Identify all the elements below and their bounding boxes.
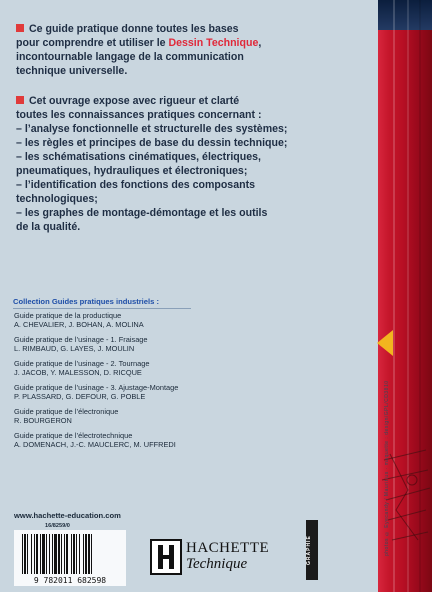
barcode-number: 9 782011 682598 [33,576,107,585]
content-line: Cet ouvrage expose avec rigueur et clarté [29,95,240,107]
graphie-label: GRAPHIE [306,520,318,580]
entry-authors: A. DOMENACH, J.-C. MAUCLERC, M. UFFREDI [14,440,176,449]
intro-line: pour comprendre et utiliser le [16,37,169,49]
entry-title: Guide pratique de l’électronique [14,407,119,416]
collection-entry [14,431,284,449]
entry-authors: P. PLASSARD, G. DEFOUR, G. POBLE [14,392,146,401]
reference-number: 16/8259/0 [45,523,70,529]
entry-title: Guide pratique de l’usinage - 1. Fraisage [14,335,148,344]
red-bullet-icon [16,96,24,104]
intro-line: Ce guide pratique donne toutes les bases [29,23,239,35]
entry-authors: L. RIMBAUD, G. LAYES, J. MOULIN [14,344,135,353]
entry-title: Guide pratique de l’électrotechnique [14,431,133,440]
website-link[interactable]: www.hachette-education.com [14,511,121,520]
hachette-logo-icon [150,539,182,575]
entry-title: Guide pratique de l’usinage - 3. Ajustage-Montage [14,383,179,392]
collection-entry [14,407,284,425]
photo-credit: photos © Eyecandy / Mauritius · maquette : design/GPL/CD3810 [384,380,390,556]
intro-highlight: Dessin Technique [168,37,259,49]
content-line: technologiques; [16,193,98,205]
content-line: – les graphes de montage-démontage et les outils [16,207,268,219]
entry-authors: J. JACOB, Y. MALESSON, D. RICQUE [14,368,142,377]
entry-authors: A. CHEVALIER, J. BOHAN, A. MOLINA [14,320,144,329]
publisher-name: HACHETTE [186,540,270,556]
red-bullet-icon [16,24,24,32]
collection-entry [14,311,284,329]
collection-title: Collection Guides pratiques industriels : [13,297,159,306]
collection-entry [14,359,284,377]
collection-divider [13,308,191,309]
content-line: – les règles et principes de base du dessin technique; [16,137,288,149]
content-line: – l’identification des fonctions des composants [16,179,255,191]
entry-authors: R. BOURGERON [14,416,72,425]
intro-paragraph [16,22,376,78]
intro-comma: , [258,37,262,49]
content-paragraph [16,94,376,234]
content-line: pneumatiques, hydrauliques et électroniques; [16,165,248,177]
content-line: toutes les connaissances pratiques concernant : [16,109,262,121]
publisher-imprint: Technique [186,556,248,572]
content-line: – l’analyse fonctionnelle et structurelle des systèmes; [16,123,288,135]
content-line: de la qualité. [16,221,81,233]
entry-title: Guide pratique de la productique [14,311,122,320]
intro-line: incontournable langage de la communication [16,51,244,63]
yellow-arrow-icon [377,330,393,356]
barcode-icon [14,530,126,576]
collection-entry [14,335,284,353]
content-line: – les schématisations cinématiques, électriques, [16,151,261,163]
intro-line: technique universelle. [16,65,128,77]
entry-title: Guide pratique de l’usinage - 2. Tournage [14,359,150,368]
collection-entry [14,383,284,401]
